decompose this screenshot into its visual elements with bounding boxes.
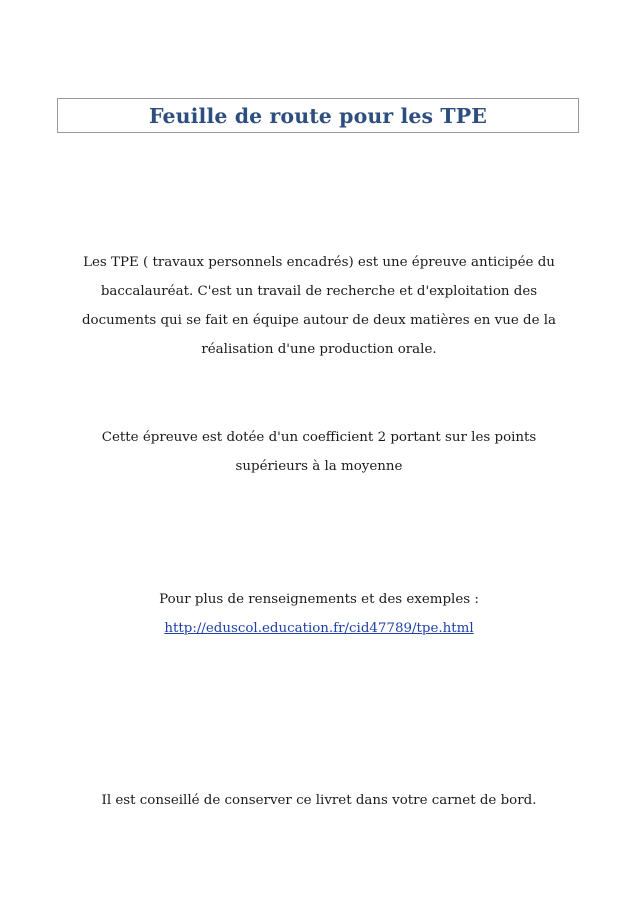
coefficient-paragraph — [40, 423, 598, 481]
intro-paragraph — [40, 248, 598, 364]
intro-line: réalisation d'une production orale. — [201, 342, 437, 357]
advice-paragraph: Il est conseillé de conserver ce livret dans votre carnet de bord. — [101, 793, 537, 808]
title-box — [57, 98, 579, 133]
eduscol-link[interactable]: http://eduscol.education.fr/cid47789/tpe.html — [164, 621, 474, 636]
intro-line: Les TPE ( travaux personnels encadrés) est une épreuve anticipée du — [83, 255, 555, 270]
coefficient-line: Cette épreuve est dotée d'un coefficient 2 portant sur les points — [101, 430, 537, 445]
coefficient-line: supérieurs à la moyenne — [235, 459, 403, 474]
intro-line: baccalauréat. C'est un travail de recherche et d'exploitation des — [100, 284, 538, 299]
intro-line: documents qui se fait en équipe autour de deux matières en vue de la — [81, 313, 557, 328]
info-paragraph — [40, 585, 598, 643]
page-title: Feuille de route pour les TPE — [148, 103, 488, 128]
info-text: Pour plus de renseignements et des exemples : — [159, 592, 479, 607]
